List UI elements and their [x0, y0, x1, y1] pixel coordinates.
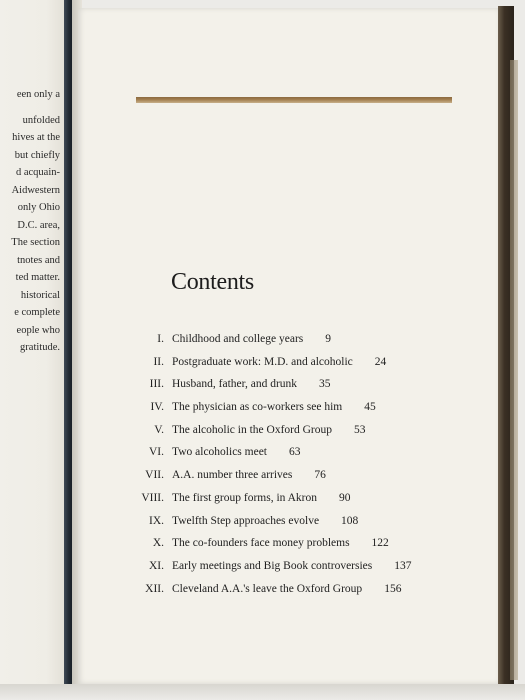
chapter-line [172, 583, 401, 595]
left-text-line: ted matter. [15, 272, 60, 283]
chapter-line [172, 492, 351, 504]
chapter-number: VI. [148, 446, 164, 459]
chapter-title: Postgraduate work: M.D. and alcoholic [172, 355, 353, 368]
chapter-title: Husband, father, and drunk [172, 378, 298, 391]
chapter-number: III. [149, 378, 164, 391]
toc-entry [100, 356, 490, 379]
chapter-number: VII. [145, 469, 164, 482]
chapter-page: 24 [374, 355, 387, 368]
chapter-line [172, 515, 358, 527]
toc-entry [100, 560, 490, 583]
left-text-line: d acquain- [15, 167, 60, 178]
left-text-line: unfolded [22, 115, 60, 126]
chapter-title: Twelfth Step approaches evolve [172, 514, 320, 527]
chapter-title: A.A. number three arrives [172, 469, 293, 482]
chapter-number: IX. [148, 514, 164, 527]
toc-entry [100, 424, 490, 447]
left-text-line: Aidwestern [11, 185, 60, 196]
chapter-number: XII. [145, 582, 164, 595]
left-text-line: only Ohio [17, 202, 60, 213]
left-text-line: e complete [14, 307, 60, 318]
chapter-line [172, 469, 326, 481]
chapter-page: 76 [314, 469, 326, 482]
chapter-number: IV. [150, 401, 164, 414]
chapter-title: The physician as co-workers see him [172, 401, 343, 414]
toc-entry [100, 446, 490, 469]
chapter-title: The first group forms, in Akron [172, 491, 318, 504]
chapter-line [172, 356, 386, 368]
chapter-number: X. [152, 537, 164, 550]
toc-entry [100, 515, 490, 538]
table-surface [0, 684, 525, 700]
toc-entry [100, 583, 490, 606]
chapter-title: Childhood and college years [172, 333, 304, 345]
toc-entry [100, 401, 490, 424]
chapter-line [172, 446, 301, 458]
left-text-line: but chiefly [14, 150, 60, 161]
chapter-line [172, 537, 389, 549]
left-text-line: The section [11, 237, 60, 248]
chapter-page: 45 [364, 401, 376, 414]
chapter-page: 156 [384, 582, 402, 595]
chapter-line [172, 333, 331, 345]
chapter-line [172, 424, 366, 436]
toc-entry [100, 469, 490, 492]
chapter-line [172, 401, 376, 413]
left-text-line: een only a [16, 89, 60, 100]
chapter-page: 90 [339, 491, 351, 504]
toc-entry [100, 333, 490, 356]
chapter-number: I. [157, 333, 164, 345]
chapter-page: 63 [289, 446, 301, 459]
toc-entry [100, 537, 490, 560]
chapter-title: Two alcoholics meet [172, 446, 267, 459]
chapter-title: Cleveland A.A.'s leave the Oxford Group [172, 582, 363, 595]
left-page [0, 0, 66, 684]
chapter-title: The co-founders face money problems [172, 537, 350, 550]
chapter-line [172, 378, 331, 390]
contents-list [100, 333, 490, 605]
chapter-page: 9 [325, 333, 332, 345]
chapter-page: 137 [394, 559, 412, 572]
chapter-title: The alcoholic in the Oxford Group [172, 423, 332, 436]
chapter-line [172, 560, 412, 572]
chapter-number: V. [154, 423, 164, 436]
toc-entry [100, 492, 490, 515]
right-page-edges [510, 60, 518, 680]
chapter-number: XI. [148, 559, 164, 572]
left-text-line: eople who [16, 325, 60, 336]
chapter-title: Early meetings and Big Book controversies [172, 559, 373, 572]
chapter-number: II. [153, 355, 164, 368]
toc-entry [100, 378, 490, 401]
chapter-page: 53 [354, 423, 366, 436]
left-text-line: tnotes and [17, 255, 60, 266]
left-cover-edge [64, 0, 72, 690]
decorative-rule [136, 97, 452, 103]
contents-heading: Contents [171, 269, 254, 295]
left-text-line: historical [20, 290, 60, 301]
left-text-line: gratitude. [20, 342, 60, 353]
left-text-line: D.C. area, [17, 220, 60, 231]
chapter-page: 108 [341, 514, 359, 527]
chapter-number: VIII. [141, 491, 164, 504]
chapter-page: 35 [319, 378, 331, 391]
chapter-page: 122 [371, 537, 389, 550]
left-text-line: hives at the [12, 132, 60, 143]
